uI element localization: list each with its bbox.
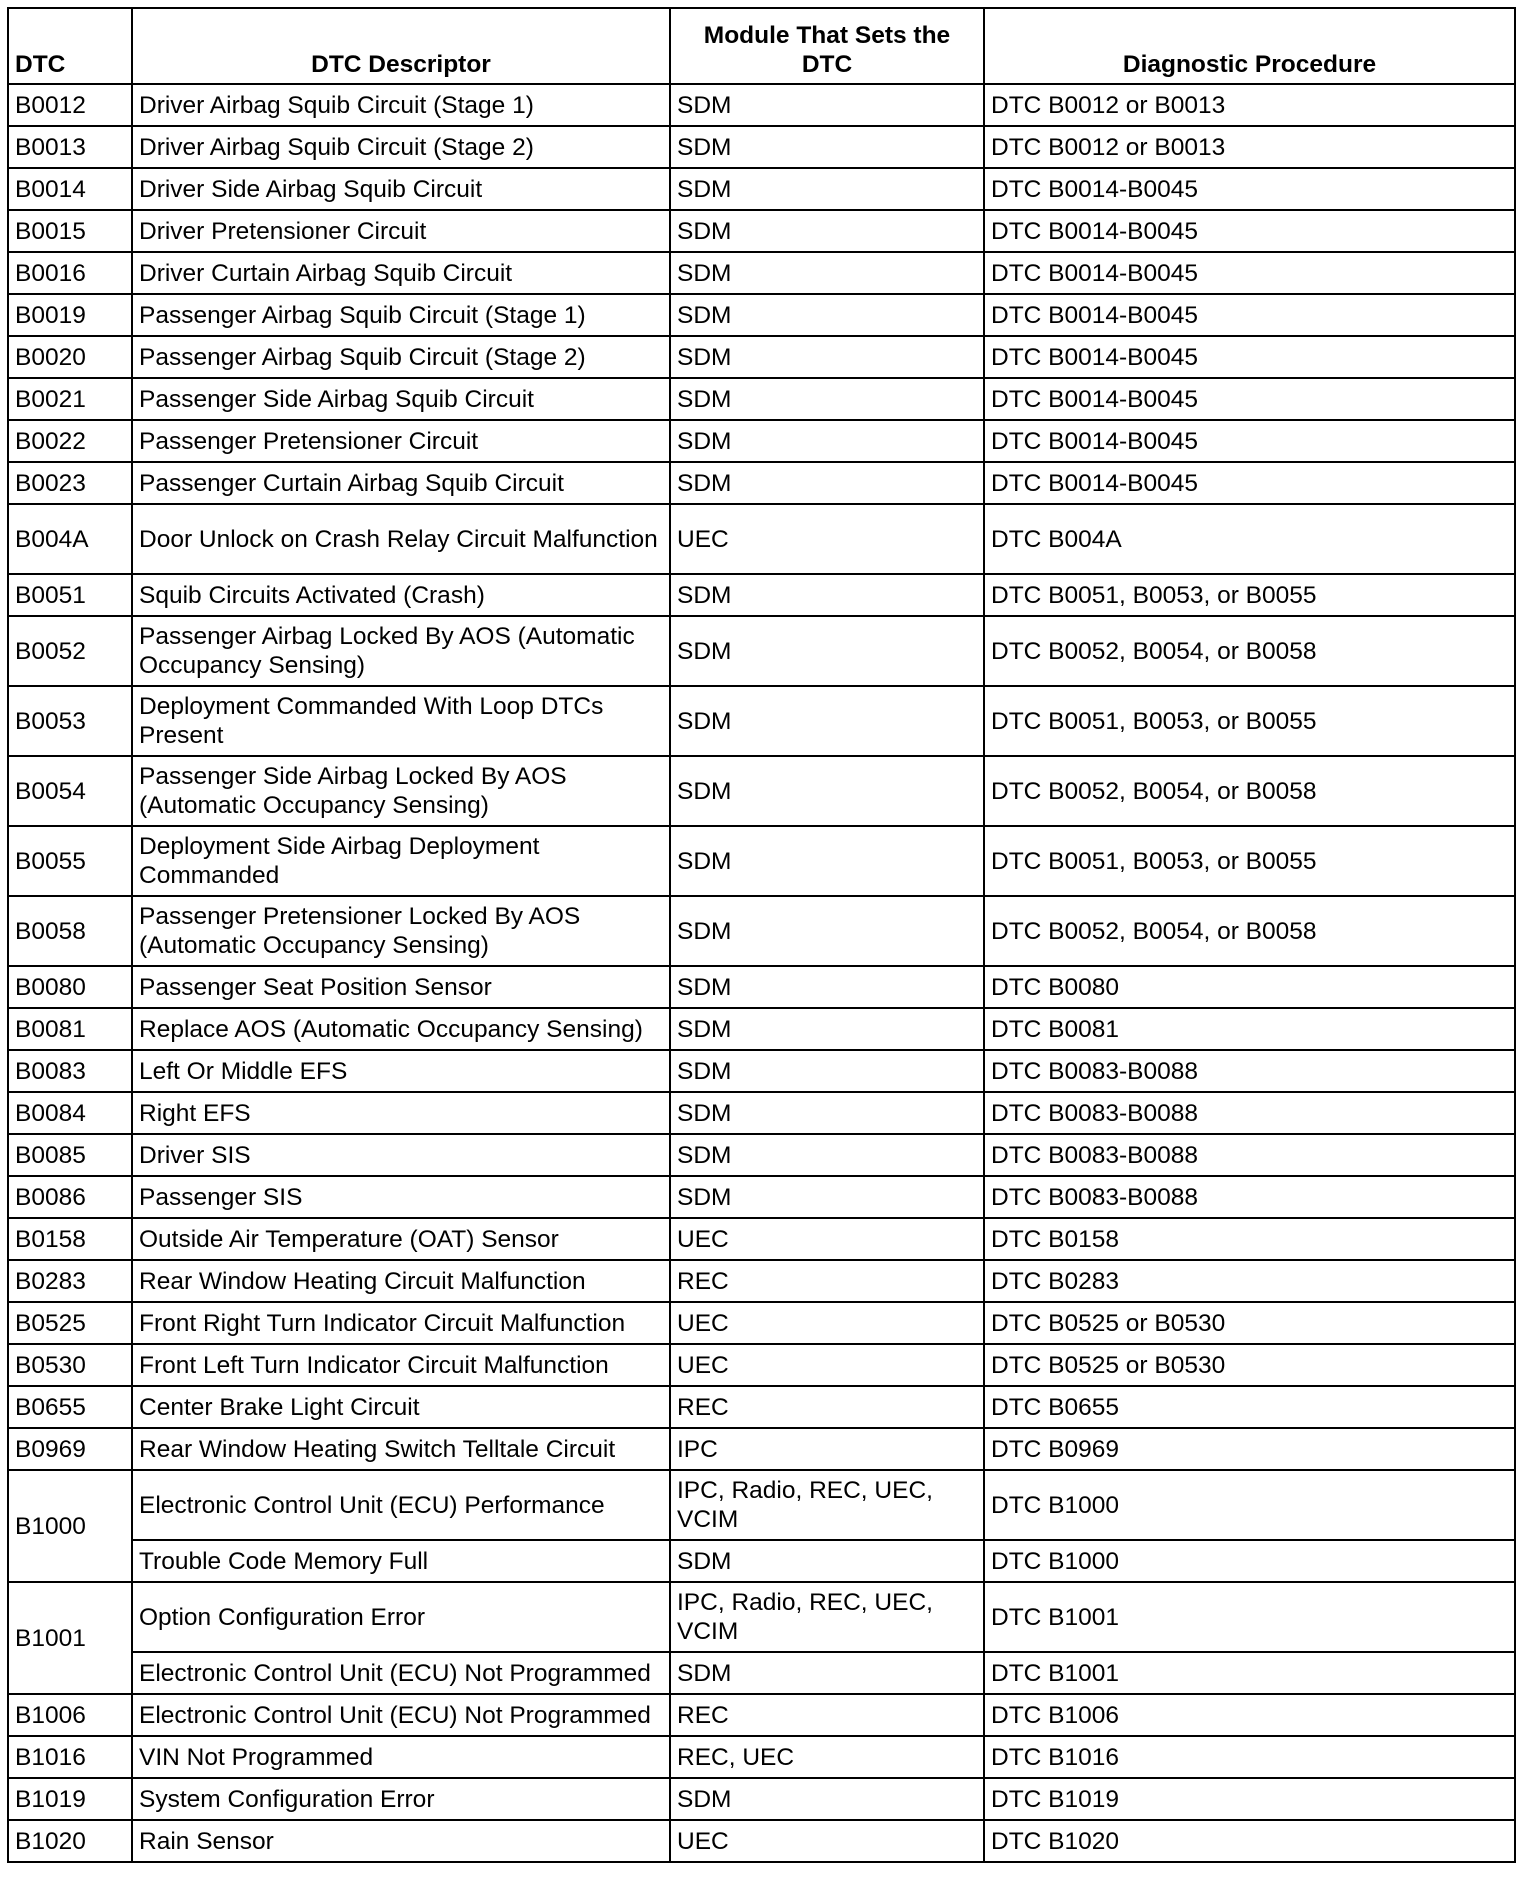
cell-module: SDM: [670, 574, 984, 616]
cell-descriptor: Electronic Control Unit (ECU) Not Programmed: [132, 1652, 670, 1694]
cell-module: SDM: [670, 966, 984, 1008]
cell-descriptor: Driver Pretensioner Circuit: [132, 210, 670, 252]
cell-procedure: DTC B0655: [984, 1386, 1515, 1428]
cell-dtc: B0051: [8, 574, 132, 616]
cell-module: SDM: [670, 826, 984, 896]
cell-module: SDM: [670, 1134, 984, 1176]
table-row: [8, 1176, 1515, 1218]
cell-procedure: DTC B1001: [984, 1582, 1515, 1652]
cell-module: REC: [670, 1260, 984, 1302]
header-dtc: DTC: [8, 8, 132, 84]
cell-module: IPC: [670, 1428, 984, 1470]
table-row: [8, 1470, 1515, 1540]
table-row: [8, 210, 1515, 252]
cell-dtc: B0022: [8, 420, 132, 462]
header-procedure: Diagnostic Procedure: [984, 8, 1515, 84]
cell-descriptor: Left Or Middle EFS: [132, 1050, 670, 1092]
cell-module: REC, UEC: [670, 1736, 984, 1778]
table-row: [8, 1260, 1515, 1302]
cell-procedure: DTC B0014-B0045: [984, 462, 1515, 504]
cell-procedure: DTC B1019: [984, 1778, 1515, 1820]
cell-descriptor: Driver Side Airbag Squib Circuit: [132, 168, 670, 210]
cell-procedure: DTC B0081: [984, 1008, 1515, 1050]
table-row: [8, 252, 1515, 294]
cell-dtc: B0021: [8, 378, 132, 420]
table-row: [8, 756, 1515, 826]
cell-dtc: B0969: [8, 1428, 132, 1470]
cell-dtc: B1001: [8, 1582, 132, 1694]
cell-descriptor: Passenger Pretensioner Circuit: [132, 420, 670, 462]
cell-dtc: B0081: [8, 1008, 132, 1050]
table-row: [8, 504, 1515, 574]
header-descriptor: DTC Descriptor: [132, 8, 670, 84]
cell-dtc: B0525: [8, 1302, 132, 1344]
cell-dtc: B0023: [8, 462, 132, 504]
cell-dtc: B1020: [8, 1820, 132, 1862]
cell-descriptor: Rear Window Heating Switch Telltale Circuit: [132, 1428, 670, 1470]
cell-descriptor: Squib Circuits Activated (Crash): [132, 574, 670, 616]
cell-module: SDM: [670, 294, 984, 336]
cell-dtc: B0085: [8, 1134, 132, 1176]
table-body: [8, 84, 1515, 1862]
cell-module: UEC: [670, 1218, 984, 1260]
cell-dtc: B0052: [8, 616, 132, 686]
cell-module: SDM: [670, 1176, 984, 1218]
cell-procedure: DTC B0014-B0045: [984, 420, 1515, 462]
cell-procedure: DTC B0014-B0045: [984, 252, 1515, 294]
cell-dtc: B1000: [8, 1470, 132, 1582]
cell-module: IPC, Radio, REC, UEC, VCIM: [670, 1470, 984, 1540]
cell-dtc: B1019: [8, 1778, 132, 1820]
table-row: [8, 616, 1515, 686]
cell-module: IPC, Radio, REC, UEC, VCIM: [670, 1582, 984, 1652]
cell-dtc: B0084: [8, 1092, 132, 1134]
cell-descriptor: System Configuration Error: [132, 1778, 670, 1820]
table-row: [8, 336, 1515, 378]
cell-procedure: DTC B0283: [984, 1260, 1515, 1302]
cell-dtc: B1006: [8, 1694, 132, 1736]
cell-descriptor: Passenger Seat Position Sensor: [132, 966, 670, 1008]
cell-descriptor: Front Left Turn Indicator Circuit Malfunction: [132, 1344, 670, 1386]
cell-module: SDM: [670, 252, 984, 294]
table-row: [8, 1820, 1515, 1862]
cell-module: SDM: [670, 1092, 984, 1134]
table-row: [8, 574, 1515, 616]
cell-procedure: DTC B0083-B0088: [984, 1092, 1515, 1134]
cell-procedure: DTC B0052, B0054, or B0058: [984, 896, 1515, 966]
table-row: [8, 294, 1515, 336]
table-row: [8, 1050, 1515, 1092]
cell-descriptor: Passenger Airbag Squib Circuit (Stage 2): [132, 336, 670, 378]
cell-descriptor: Driver SIS: [132, 1134, 670, 1176]
cell-procedure: DTC B0525 or B0530: [984, 1302, 1515, 1344]
cell-descriptor: Passenger Curtain Airbag Squib Circuit: [132, 462, 670, 504]
cell-procedure: DTC B0014-B0045: [984, 168, 1515, 210]
table-row: [8, 1008, 1515, 1050]
table-row: [8, 1134, 1515, 1176]
cell-descriptor: Rain Sensor: [132, 1820, 670, 1862]
cell-procedure: DTC B0014-B0045: [984, 378, 1515, 420]
cell-dtc: B004A: [8, 504, 132, 574]
cell-module: SDM: [670, 84, 984, 126]
cell-procedure: DTC B0051, B0053, or B0055: [984, 574, 1515, 616]
cell-descriptor: Option Configuration Error: [132, 1582, 670, 1652]
cell-procedure: DTC B0014-B0045: [984, 336, 1515, 378]
cell-procedure: DTC B0051, B0053, or B0055: [984, 686, 1515, 756]
table-row: [8, 1736, 1515, 1778]
cell-procedure: DTC B1000: [984, 1470, 1515, 1540]
table-row: [8, 378, 1515, 420]
cell-procedure: DTC B0083-B0088: [984, 1050, 1515, 1092]
table-row: [8, 420, 1515, 462]
cell-dtc: B0283: [8, 1260, 132, 1302]
cell-procedure: DTC B0052, B0054, or B0058: [984, 616, 1515, 686]
cell-procedure: DTC B0051, B0053, or B0055: [984, 826, 1515, 896]
cell-module: SDM: [670, 1652, 984, 1694]
table-row: [8, 1428, 1515, 1470]
cell-descriptor: Passenger SIS: [132, 1176, 670, 1218]
cell-descriptor: Passenger Airbag Squib Circuit (Stage 1): [132, 294, 670, 336]
cell-module: SDM: [670, 210, 984, 252]
cell-module: SDM: [670, 896, 984, 966]
table-row: [8, 826, 1515, 896]
cell-descriptor: Passenger Side Airbag Locked By AOS (Automatic Occupancy Sensing): [132, 756, 670, 826]
cell-module: SDM: [670, 616, 984, 686]
cell-module: SDM: [670, 168, 984, 210]
cell-dtc: B0053: [8, 686, 132, 756]
cell-dtc: B1016: [8, 1736, 132, 1778]
cell-dtc: B0058: [8, 896, 132, 966]
cell-descriptor: Outside Air Temperature (OAT) Sensor: [132, 1218, 670, 1260]
cell-procedure: DTC B1016: [984, 1736, 1515, 1778]
cell-module: SDM: [670, 1540, 984, 1582]
cell-descriptor: Rear Window Heating Circuit Malfunction: [132, 1260, 670, 1302]
table-row: [8, 1344, 1515, 1386]
cell-dtc: B0016: [8, 252, 132, 294]
cell-procedure: DTC B0083-B0088: [984, 1176, 1515, 1218]
cell-procedure: DTC B0012 or B0013: [984, 126, 1515, 168]
table-row: [8, 966, 1515, 1008]
cell-descriptor: Center Brake Light Circuit: [132, 1386, 670, 1428]
cell-module: SDM: [670, 1008, 984, 1050]
cell-descriptor: Deployment Side Airbag Deployment Commanded: [132, 826, 670, 896]
cell-dtc: B0019: [8, 294, 132, 336]
cell-module: REC: [670, 1386, 984, 1428]
cell-dtc: B0158: [8, 1218, 132, 1260]
table-row: [8, 1652, 1515, 1694]
cell-procedure: DTC B0080: [984, 966, 1515, 1008]
table-row: [8, 1582, 1515, 1652]
cell-dtc: B0054: [8, 756, 132, 826]
cell-dtc: B0012: [8, 84, 132, 126]
cell-procedure: DTC B0014-B0045: [984, 294, 1515, 336]
table-row: [8, 1694, 1515, 1736]
cell-descriptor: Front Right Turn Indicator Circuit Malfunction: [132, 1302, 670, 1344]
cell-descriptor: Driver Airbag Squib Circuit (Stage 2): [132, 126, 670, 168]
cell-module: UEC: [670, 1820, 984, 1862]
cell-module: SDM: [670, 336, 984, 378]
cell-descriptor: Passenger Airbag Locked By AOS (Automatic Occupancy Sensing): [132, 616, 670, 686]
cell-dtc: B0055: [8, 826, 132, 896]
cell-dtc: B0014: [8, 168, 132, 210]
cell-dtc: B0083: [8, 1050, 132, 1092]
header-row: [8, 8, 1515, 84]
cell-module: SDM: [670, 378, 984, 420]
cell-module: SDM: [670, 756, 984, 826]
table-row: [8, 1092, 1515, 1134]
table-row: [8, 1540, 1515, 1582]
cell-dtc: B0655: [8, 1386, 132, 1428]
table-row: [8, 1302, 1515, 1344]
cell-descriptor: VIN Not Programmed: [132, 1736, 670, 1778]
cell-descriptor: Passenger Pretensioner Locked By AOS (Automatic Occupancy Sensing): [132, 896, 670, 966]
table-row: [8, 168, 1515, 210]
cell-module: SDM: [670, 462, 984, 504]
cell-procedure: DTC B0083-B0088: [984, 1134, 1515, 1176]
header-module: Module That Sets the DTC: [670, 8, 984, 84]
cell-descriptor: Electronic Control Unit (ECU) Not Programmed: [132, 1694, 670, 1736]
cell-procedure: DTC B004A: [984, 504, 1515, 574]
cell-descriptor: Deployment Commanded With Loop DTCs Present: [132, 686, 670, 756]
table-row: [8, 1386, 1515, 1428]
cell-descriptor: Electronic Control Unit (ECU) Performance: [132, 1470, 670, 1540]
cell-dtc: B0020: [8, 336, 132, 378]
cell-procedure: DTC B0525 or B0530: [984, 1344, 1515, 1386]
cell-procedure: DTC B0052, B0054, or B0058: [984, 756, 1515, 826]
cell-dtc: B0080: [8, 966, 132, 1008]
cell-module: SDM: [670, 126, 984, 168]
cell-module: UEC: [670, 1344, 984, 1386]
cell-module: SDM: [670, 1050, 984, 1092]
cell-procedure: DTC B0014-B0045: [984, 210, 1515, 252]
cell-procedure: DTC B0012 or B0013: [984, 84, 1515, 126]
cell-dtc: B0013: [8, 126, 132, 168]
table-row: [8, 896, 1515, 966]
cell-descriptor: Passenger Side Airbag Squib Circuit: [132, 378, 670, 420]
cell-procedure: DTC B1000: [984, 1540, 1515, 1582]
cell-module: SDM: [670, 686, 984, 756]
table-row: [8, 1778, 1515, 1820]
cell-procedure: DTC B0969: [984, 1428, 1515, 1470]
cell-procedure: DTC B1001: [984, 1652, 1515, 1694]
cell-descriptor: Replace AOS (Automatic Occupancy Sensing): [132, 1008, 670, 1050]
cell-descriptor: Trouble Code Memory Full: [132, 1540, 670, 1582]
cell-descriptor: Right EFS: [132, 1092, 670, 1134]
cell-procedure: DTC B0158: [984, 1218, 1515, 1260]
cell-module: SDM: [670, 420, 984, 462]
cell-procedure: DTC B1020: [984, 1820, 1515, 1862]
cell-module: REC: [670, 1694, 984, 1736]
table-row: [8, 84, 1515, 126]
cell-descriptor: Driver Airbag Squib Circuit (Stage 1): [132, 84, 670, 126]
cell-module: UEC: [670, 1302, 984, 1344]
table-row: [8, 126, 1515, 168]
cell-descriptor: Door Unlock on Crash Relay Circuit Malfunction: [132, 504, 670, 574]
cell-module: UEC: [670, 504, 984, 574]
table-row: [8, 1218, 1515, 1260]
table-row: [8, 462, 1515, 504]
table-row: [8, 686, 1515, 756]
cell-procedure: DTC B1006: [984, 1694, 1515, 1736]
cell-module: SDM: [670, 1778, 984, 1820]
cell-descriptor: Driver Curtain Airbag Squib Circuit: [132, 252, 670, 294]
cell-dtc: B0015: [8, 210, 132, 252]
cell-dtc: B0086: [8, 1176, 132, 1218]
dtc-table: [7, 7, 1516, 1863]
cell-dtc: B0530: [8, 1344, 132, 1386]
